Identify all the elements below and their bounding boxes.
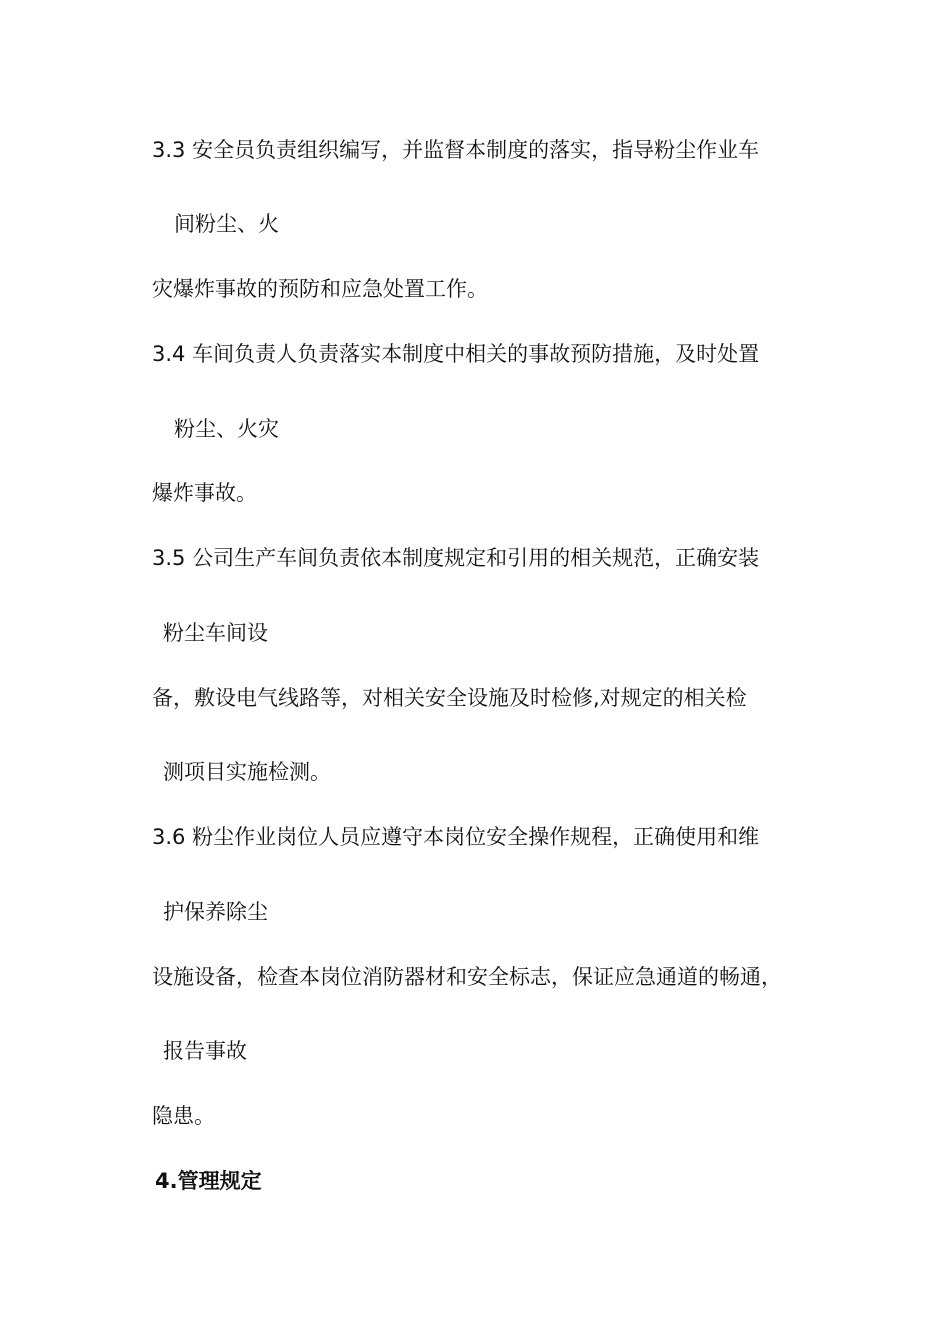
text-line: 隐患。	[152, 1104, 215, 1128]
text-line: 备，敷设电气线路等，对相关安全设施及时检修,对规定的相关检	[152, 686, 747, 710]
text-line: 爆炸事故。	[152, 481, 257, 505]
text-line: 设施设备，检查本岗位消防器材和安全标志，保证应急通道的畅通，	[152, 965, 782, 989]
text-line: 3.6 粉尘作业岗位人员应遵守本岗位安全操作规程，正确使用和维	[152, 825, 760, 849]
text-line: 测项目实施检测。	[163, 760, 331, 784]
section-heading: 4.管理规定	[155, 1169, 262, 1193]
text-line: 灾爆炸事故的预防和应急处置工作。	[152, 277, 488, 301]
text-line: 间粉尘、火	[174, 212, 279, 236]
text-line: 3.3 安全员负责组织编写，并监督本制度的落实，指导粉尘作业车	[152, 138, 760, 162]
text-line: 粉尘、火灾	[174, 417, 279, 441]
text-line: 护保养除尘	[163, 900, 268, 924]
text-line: 报告事故	[163, 1039, 247, 1063]
text-line: 3.5 公司生产车间负责依本制度规定和引用的相关规范，正确安装	[152, 546, 760, 570]
text-line: 3.4 车间负责人负责落实本制度中相关的事故预防措施，及时处置	[152, 342, 760, 366]
text-line: 粉尘车间设	[163, 621, 268, 645]
